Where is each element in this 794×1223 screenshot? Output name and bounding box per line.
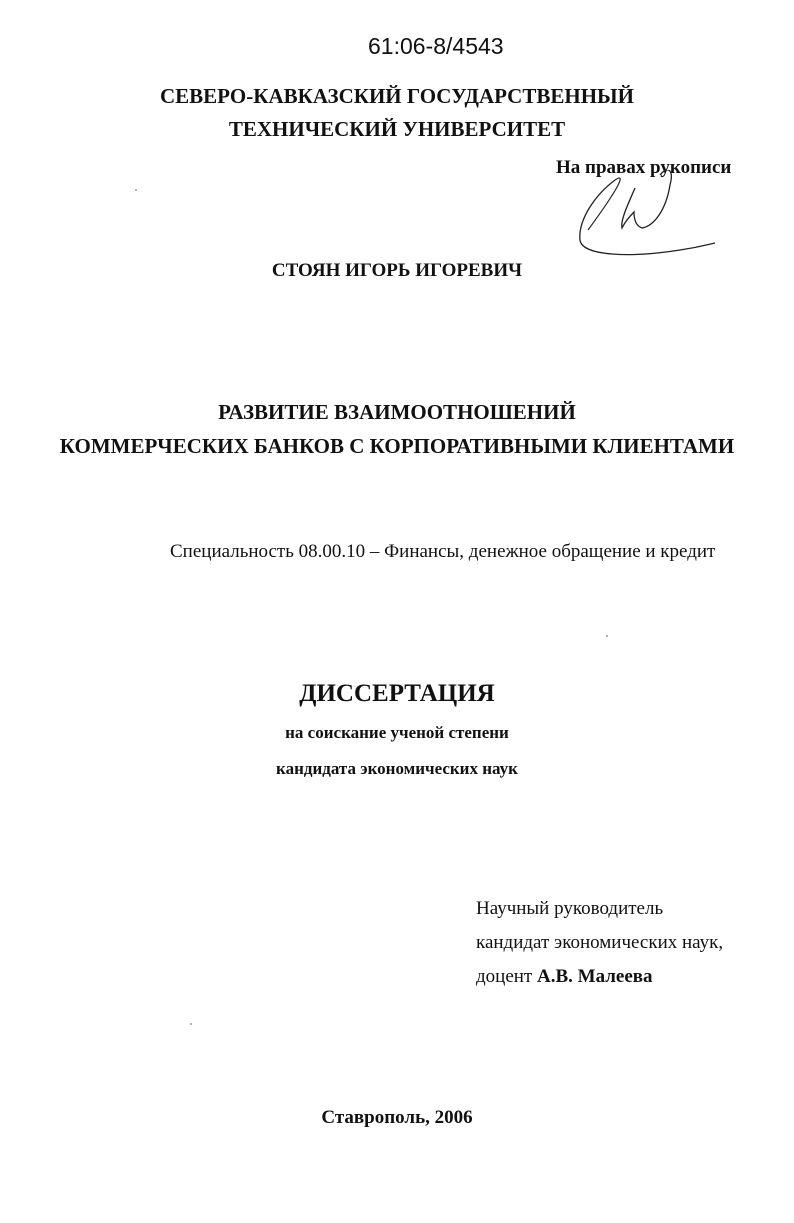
supervisor-title-prefix: доцент xyxy=(476,966,533,987)
scan-speck xyxy=(190,1023,192,1025)
manuscript-rights-label: На правах рукописи xyxy=(556,157,732,178)
supervisor-role: Научный руководитель xyxy=(476,898,664,919)
degree-line2: кандидата экономических наук xyxy=(276,759,518,778)
document-type: ДИССЕРТАЦИЯ xyxy=(299,680,495,707)
registration-code: 61:06-8/4543 xyxy=(368,33,504,59)
supervisor-degree: кандидат экономических наук, xyxy=(476,932,724,953)
supervisor-line xyxy=(476,966,653,988)
university-name-line1: СЕВЕРО-КАВКАЗСКИЙ ГОСУДАРСТВЕННЫЙ xyxy=(160,84,634,108)
university-name-line2: ТЕХНИЧЕСКИЙ УНИВЕРСИТЕТ xyxy=(228,117,566,141)
signature-icon xyxy=(570,170,730,262)
specialty-line: Специальность 08.00.10 – Финансы, денежное обращение и кредит xyxy=(170,541,716,562)
dissertation-title-line2: КОММЕРЧЕСКИХ БАНКОВ С КОРПОРАТИВНЫМИ КЛИЕНТАМИ xyxy=(59,434,735,458)
degree-line1: на соискание ученой степени xyxy=(285,723,509,742)
place-and-year: Ставрополь, 2006 xyxy=(321,1107,473,1128)
supervisor-name: А.В. Малеева xyxy=(537,966,653,987)
dissertation-title-line1: РАЗВИТИЕ ВЗАИМООТНОШЕНИЙ xyxy=(218,400,576,424)
scan-speck xyxy=(135,189,137,191)
author-name: СТОЯН ИГОРЬ ИГОРЕВИЧ xyxy=(271,260,523,281)
scan-speck xyxy=(606,635,608,637)
